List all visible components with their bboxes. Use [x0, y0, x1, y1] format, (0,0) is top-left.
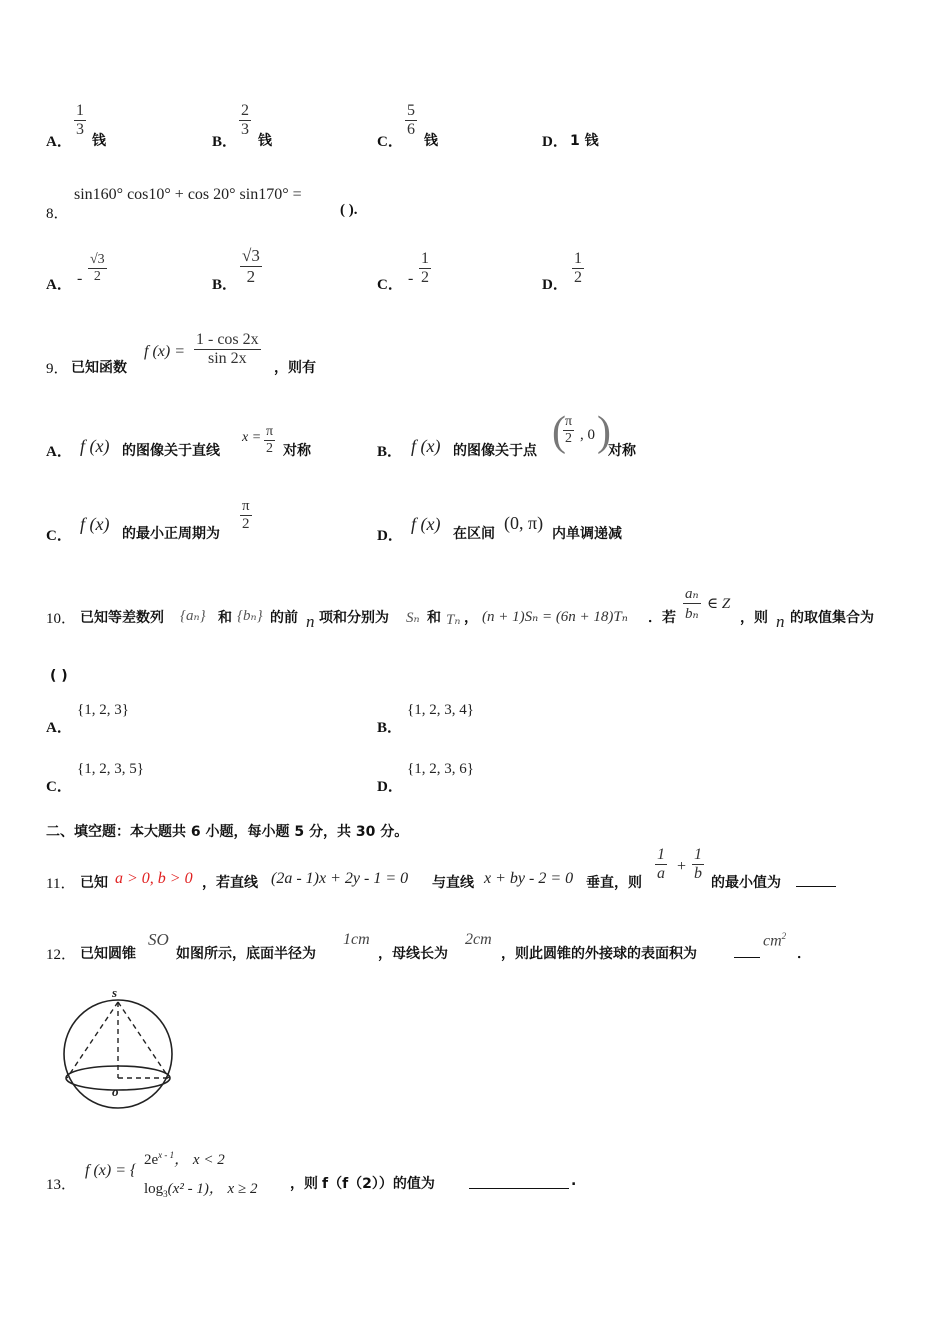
q13-text2: f（f（2））的值为 [322, 1176, 435, 1192]
q9-option-b-lparen: ( [552, 409, 566, 455]
numerator: 1 [76, 102, 84, 119]
denominator: 6 [407, 121, 415, 138]
q10-text6: ， [464, 610, 478, 626]
q9-option-d-text2: 内单调递减 [552, 526, 622, 542]
q10-text3: 的前 [270, 610, 298, 626]
denominator: 2 [264, 440, 275, 457]
q11-text1: 已知 [80, 875, 108, 891]
q8-option-a-label: A． [46, 277, 72, 293]
q11-text4: 垂直，则 [586, 875, 642, 891]
q13-number: 13． [46, 1177, 77, 1193]
q9-option-d-interval: (0, π) [504, 513, 544, 533]
q11-line2: x + by - 2 = 0 [484, 870, 574, 887]
q9-fx: f (x) = [144, 343, 185, 360]
q10-option-b-label: B． [377, 720, 403, 736]
denominator: 2 [563, 430, 574, 447]
denominator: 3 [76, 121, 84, 138]
q13-end: . [571, 1173, 577, 1189]
q12-text4: ，则此圆锥的外接球的表面积为 [501, 946, 697, 962]
denominator: sin 2x [194, 349, 261, 368]
numerator: 1 [694, 846, 702, 863]
denominator: a [657, 865, 665, 882]
q9-option-a-x: x = [242, 430, 262, 445]
q10-in-z: ∈ Z [707, 596, 731, 612]
numerator: π [242, 498, 250, 514]
q8-expression: sin160° cos10° + cos 20° sin170° = [74, 186, 302, 203]
q8-option-d-fraction [572, 250, 584, 287]
numerator: 1 - cos 2x [196, 331, 259, 348]
q9-option-c-fraction [240, 498, 252, 533]
q9-option-d-label: D． [377, 528, 403, 544]
q11-fraction-1 [655, 846, 667, 883]
case2-log: log [144, 1181, 164, 1197]
q11-text2: ，若直线 [202, 875, 258, 891]
q10-T: Tₙ [446, 612, 461, 628]
q10-option-a-set: {1, 2, 3} [77, 702, 129, 718]
q8-option-b-fraction [240, 246, 262, 287]
q8-option-b-label: B． [212, 277, 238, 293]
numerator: 2 [241, 102, 249, 119]
q10-paren: ( ) [50, 668, 68, 684]
q10-n: n [306, 612, 315, 631]
denominator: bₙ [683, 603, 701, 623]
denominator: 3 [241, 121, 249, 138]
q11-fraction-2 [692, 846, 704, 883]
cone-sphere-figure [55, 982, 185, 1112]
numerator: √3 [242, 246, 260, 265]
q7-option-c-label: C． [377, 134, 403, 150]
q9-option-b-text2: 对称 [608, 443, 636, 459]
q10-ratio-fraction [683, 584, 701, 623]
q7-option-a-fraction [74, 102, 86, 139]
q9-option-d-fx: f (x) [411, 514, 441, 534]
case1-exponent: x - 1 [158, 1150, 175, 1160]
q10-option-d-label: D． [377, 779, 403, 795]
section-2-heading: 二、填空题：本大题共 6 小题，每小题 5 分，共 30 分。 [46, 824, 409, 840]
q10-option-b-set: {1, 2, 3, 4} [407, 702, 474, 718]
q11-answer-blank[interactable] [796, 886, 836, 887]
q9-option-a-fx: f (x) [80, 436, 110, 456]
q9-option-b-fraction [563, 414, 574, 447]
q7-option-a-unit: 钱 [92, 133, 106, 149]
q8-option-d-label: D． [542, 277, 568, 293]
q10-n2: n [776, 612, 785, 631]
numerator: √3 [90, 252, 105, 267]
q10-text5: 和 [427, 610, 441, 626]
q7-option-d-text: 1 钱 [570, 133, 599, 149]
q11-text3: 与直线 [432, 875, 474, 891]
q9-option-a-label: A． [46, 444, 72, 460]
q10-option-c-set: {1, 2, 3, 5} [77, 761, 144, 777]
q11-number: 11． [46, 876, 76, 892]
denominator: 2 [421, 269, 429, 286]
q12-SO: SO [148, 930, 169, 949]
q13-case1 [144, 1148, 225, 1169]
q10-seq-b: {bₙ} [237, 608, 263, 624]
q8-paren: ( ). [340, 202, 358, 218]
q12-answer-blank[interactable] [734, 957, 760, 958]
q9-option-d-text1: 在区间 [453, 526, 495, 542]
q9-option-a-fraction [264, 424, 275, 457]
q13-fx: f (x) = { [85, 1162, 137, 1179]
q7-option-b-fraction [239, 102, 251, 139]
q13-answer-blank[interactable] [469, 1188, 569, 1189]
q10-number: 10． [46, 611, 77, 627]
q10-seq-a: {aₙ} [180, 608, 206, 624]
q12-number: 12． [46, 947, 77, 963]
q12-text1: 已知圆锥 [80, 946, 136, 962]
q10-option-d-set: {1, 2, 3, 6} [407, 761, 474, 777]
numerator: 1 [421, 250, 429, 267]
q9-fraction [194, 331, 261, 368]
q12-text2: 如图所示，底面半径为 [176, 946, 316, 962]
q9-option-b-text1: 的图像关于点 [453, 443, 537, 459]
case1-condition: ， x < 2 [174, 1152, 225, 1168]
q8-option-c-fraction [419, 250, 431, 287]
q10-relation: (n + 1)Sₙ = (6n + 18)Tₙ [482, 609, 628, 625]
denominator: 2 [574, 269, 582, 286]
q12-slant: 2cm [465, 931, 492, 948]
q9-option-b-fx: f (x) [411, 436, 441, 456]
q10-text1: 已知等差数列 [80, 610, 164, 626]
case2-argument: (x² - 1)， x ≥ 2 [167, 1181, 258, 1197]
q9-option-c-label: C． [46, 528, 72, 544]
q9-stem-pre: 已知函数 [71, 360, 127, 376]
q9-option-c-fx: f (x) [80, 514, 110, 534]
label-o: o [112, 1084, 119, 1099]
q9-option-b-label: B． [377, 444, 403, 460]
q8-option-c-label: C． [377, 277, 403, 293]
numerator: π [266, 424, 274, 439]
q7-option-b-label: B． [212, 134, 238, 150]
numerator: 1 [657, 846, 665, 863]
numerator: 5 [407, 102, 415, 119]
q9-stem-post: ，则有 [274, 360, 316, 376]
q11-plus: + [677, 858, 687, 875]
q9-option-c-text1: 的最小正周期为 [122, 526, 220, 542]
q10-text2: 和 [218, 610, 232, 626]
q12-unit [763, 931, 786, 950]
q11-text5: 的最小值为 [711, 875, 781, 891]
unit-exponent: 2 [781, 931, 787, 941]
q7-option-c-fraction [405, 102, 417, 139]
q8-option-c-sign: - [408, 270, 414, 287]
q7-option-d-label: D． [542, 134, 568, 150]
label-s: s [112, 985, 118, 1000]
denominator: 2 [88, 268, 107, 285]
case2-base: 3 [163, 1189, 168, 1199]
q9-option-a-text1: 的图像关于直线 [122, 443, 220, 459]
denominator: 2 [240, 515, 252, 533]
q7-option-a-label: A． [46, 134, 72, 150]
q7-option-b-unit: 钱 [258, 133, 272, 149]
q10-option-c-label: C． [46, 779, 72, 795]
q13-text1: ，则 [290, 1176, 318, 1192]
q13-case2 [144, 1177, 257, 1199]
q10-option-a-label: A． [46, 720, 72, 736]
q10-S: Sₙ [406, 610, 420, 626]
q10-text7: ．若 [648, 610, 676, 626]
unit-text: cm [763, 932, 782, 950]
q12-end: ． [797, 946, 811, 962]
numerator: π [565, 414, 573, 429]
q9-number: 9． [46, 361, 69, 377]
q10-text9: 的取值集合为 [790, 610, 874, 626]
numerator: 1 [574, 250, 582, 267]
q7-option-c-unit: 钱 [424, 133, 438, 149]
q12-radius: 1cm [343, 931, 370, 948]
numerator: aₙ [685, 586, 699, 602]
q8-option-a-sign: - [77, 270, 83, 287]
q11-line1: (2a - 1)x + 2y - 1 = 0 [271, 870, 409, 887]
case1-base: 2e [144, 1152, 159, 1168]
q9-option-a-text2: 对称 [283, 443, 311, 459]
q8-option-a-fraction [88, 252, 107, 285]
denominator: 2 [240, 266, 262, 287]
q9-option-b-rparen: ) [597, 409, 611, 455]
q11-condition: a > 0, b > 0 [115, 870, 193, 887]
q8-number: 8． [46, 206, 69, 222]
q10-text4: 项和分别为 [319, 610, 389, 626]
q9-option-b-point: , 0 [580, 427, 595, 443]
q10-text8: ，则 [740, 610, 768, 626]
q12-text3: ，母线长为 [378, 946, 448, 962]
denominator: b [694, 865, 702, 882]
